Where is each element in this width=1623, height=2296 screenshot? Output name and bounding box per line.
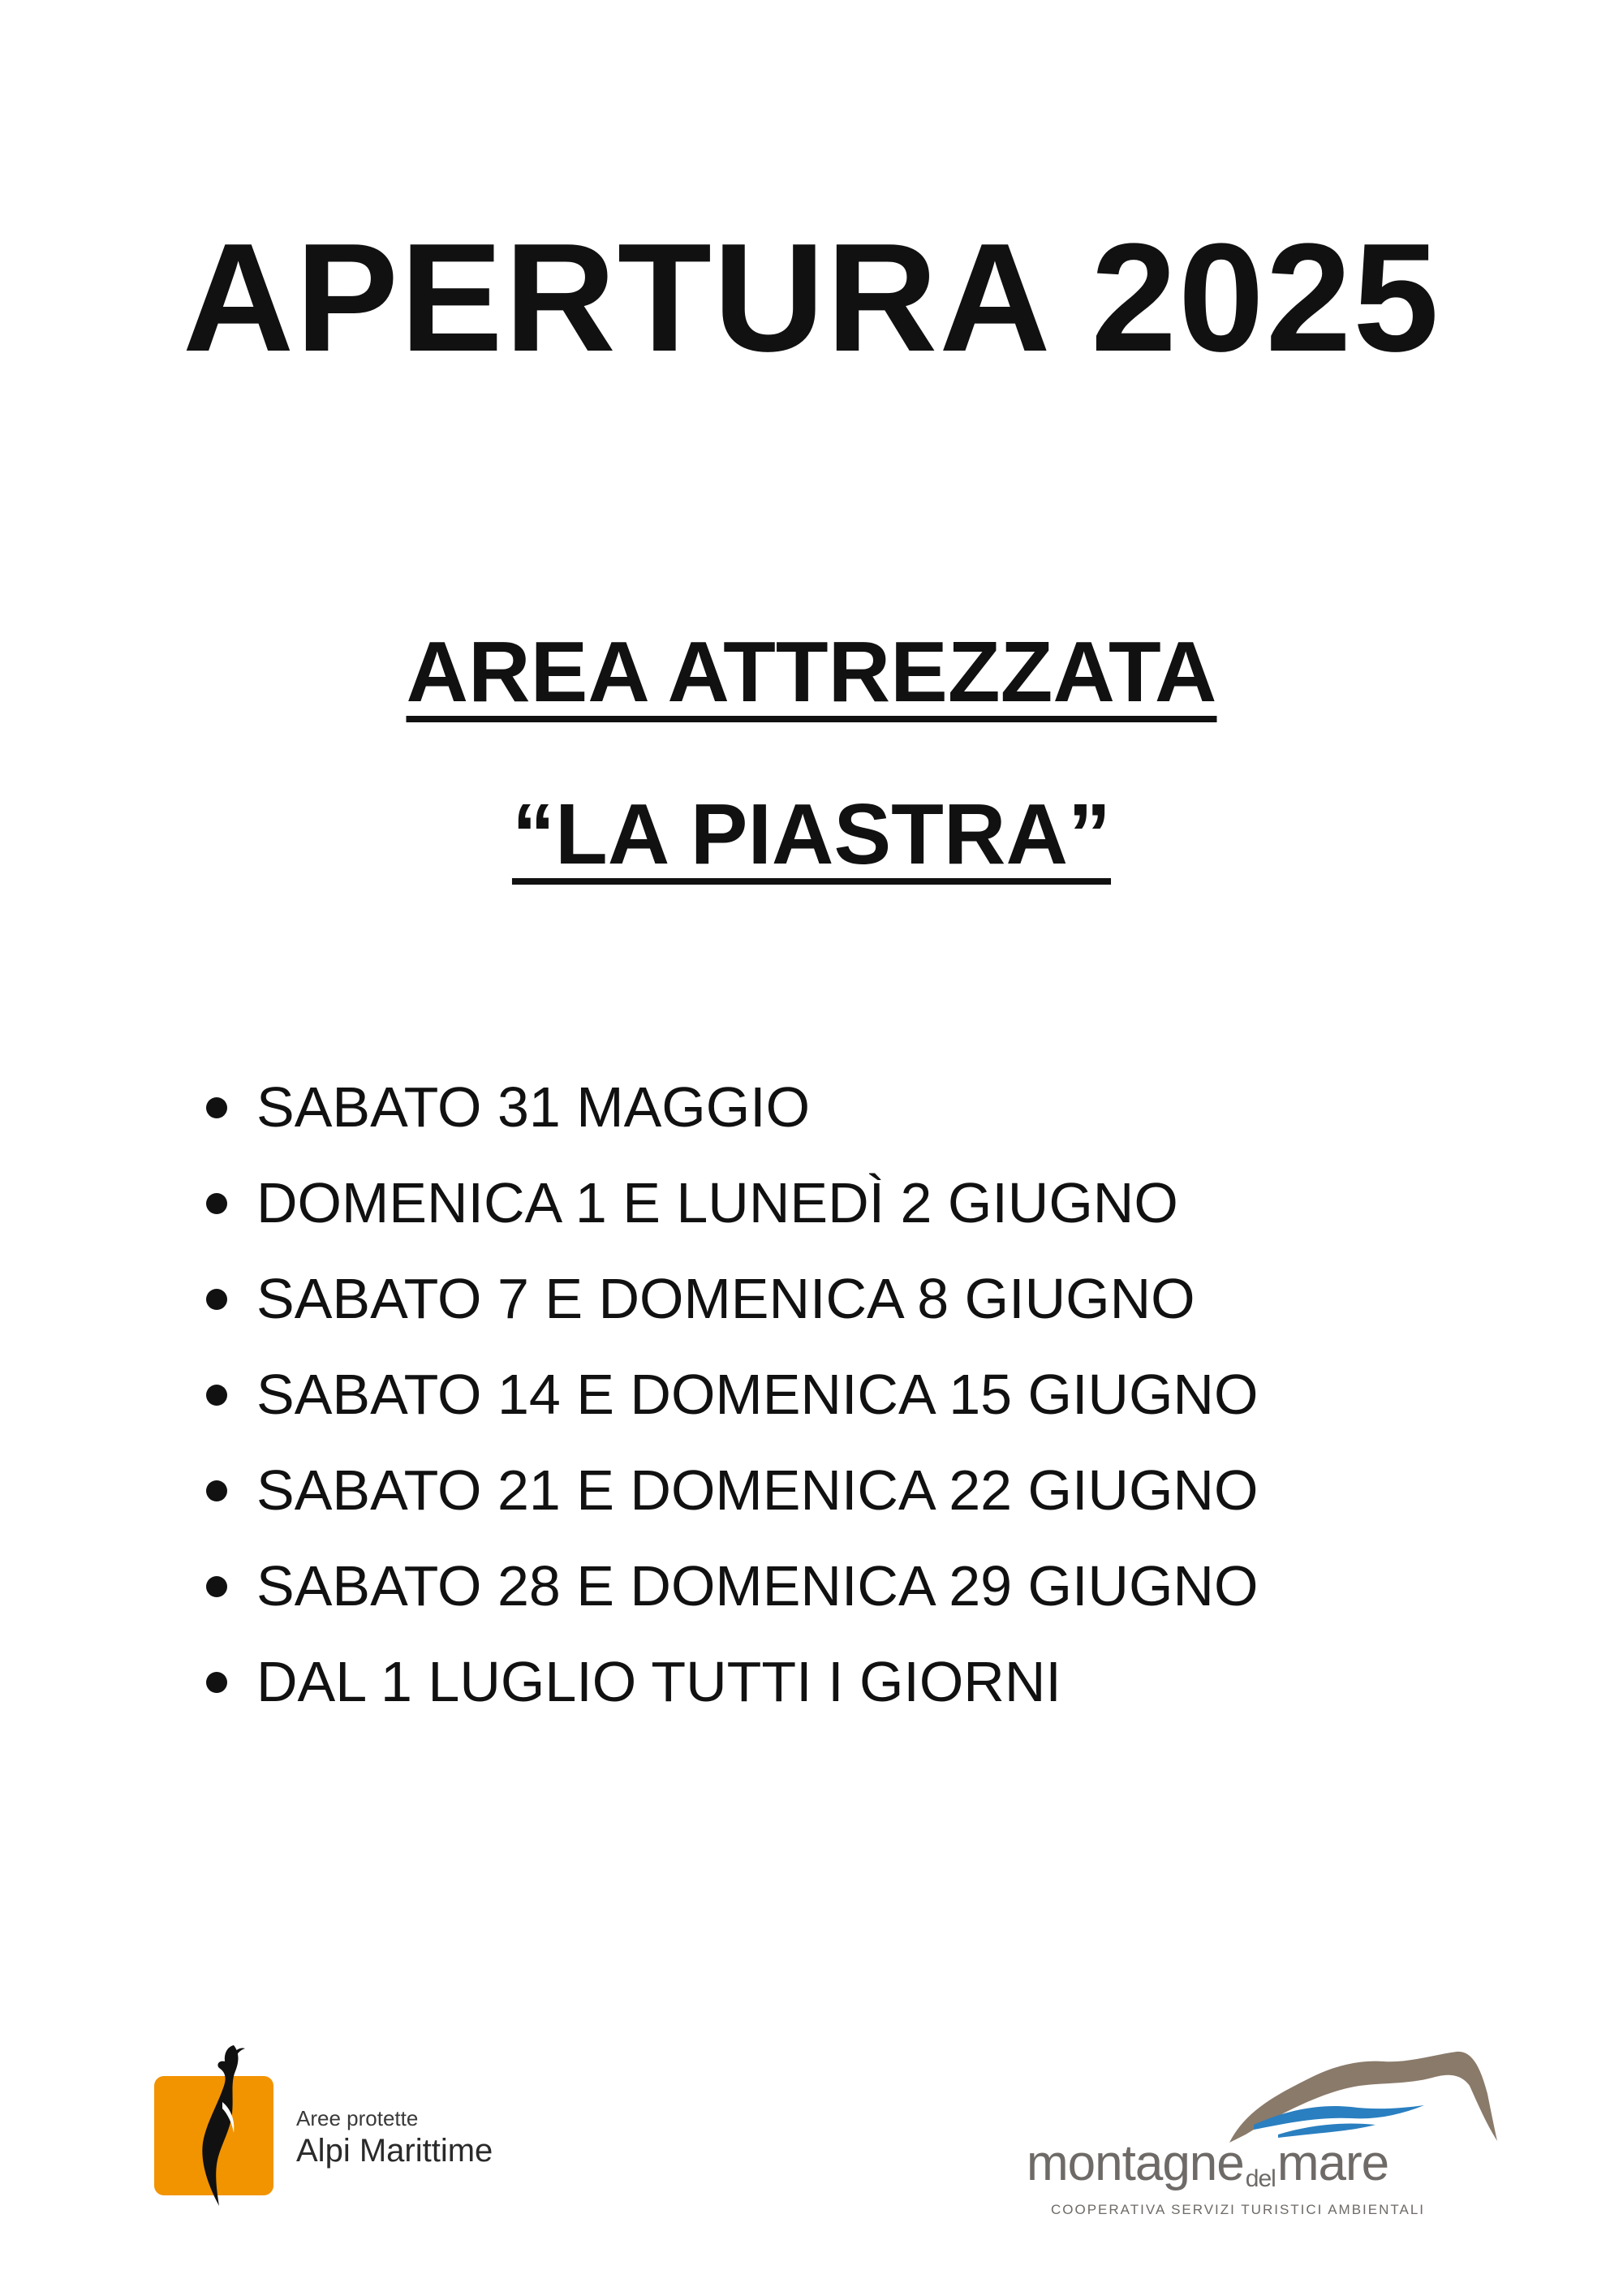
- montagne-del-mare-logo: [1018, 2045, 1497, 2224]
- area-name-line2-text: “LA PIASTRA”: [511, 786, 1112, 882]
- logo-right-word1: montagne: [1027, 2135, 1244, 2191]
- page-title: APERTURA 2025: [183, 212, 1440, 384]
- logo-left-line1: Aree protette: [296, 2106, 419, 2130]
- logo-right-word3: mare: [1276, 2135, 1389, 2191]
- list-item: DOMENICA 1 E LUNEDÌ 2 GIUGNO: [203, 1155, 1258, 1251]
- list-item: SABATO 21 E DOMENICA 22 GIUGNO: [203, 1442, 1258, 1538]
- area-name-line1: [0, 625, 1623, 720]
- list-item: SABATO 14 E DOMENICA 15 GIUGNO: [203, 1346, 1258, 1442]
- logo-left-line2: Alpi Marittime: [296, 2133, 493, 2169]
- logo-right-tagline: COOPERATIVA SERVIZI TURISTICI AMBIENTALI: [1051, 2202, 1426, 2217]
- chamois-icon: [170, 2039, 268, 2209]
- area-name-line2: [0, 787, 1623, 882]
- opening-dates-list: [203, 1059, 1258, 1730]
- alpi-marittime-logo: [154, 2045, 527, 2208]
- list-item: SABATO 31 MAGGIO: [203, 1059, 1258, 1155]
- logo-right-word2: del: [1245, 2165, 1276, 2192]
- logo-right-wordmark: [1027, 2134, 1388, 2193]
- list-item: DAL 1 LUGLIO TUTTI I GIORNI: [203, 1634, 1258, 1730]
- list-item: SABATO 7 E DOMENICA 8 GIUGNO: [203, 1251, 1258, 1346]
- area-name-line1-text: AREA ATTREZZATA: [406, 624, 1217, 720]
- list-item: SABATO 28 E DOMENICA 29 GIUGNO: [203, 1538, 1258, 1634]
